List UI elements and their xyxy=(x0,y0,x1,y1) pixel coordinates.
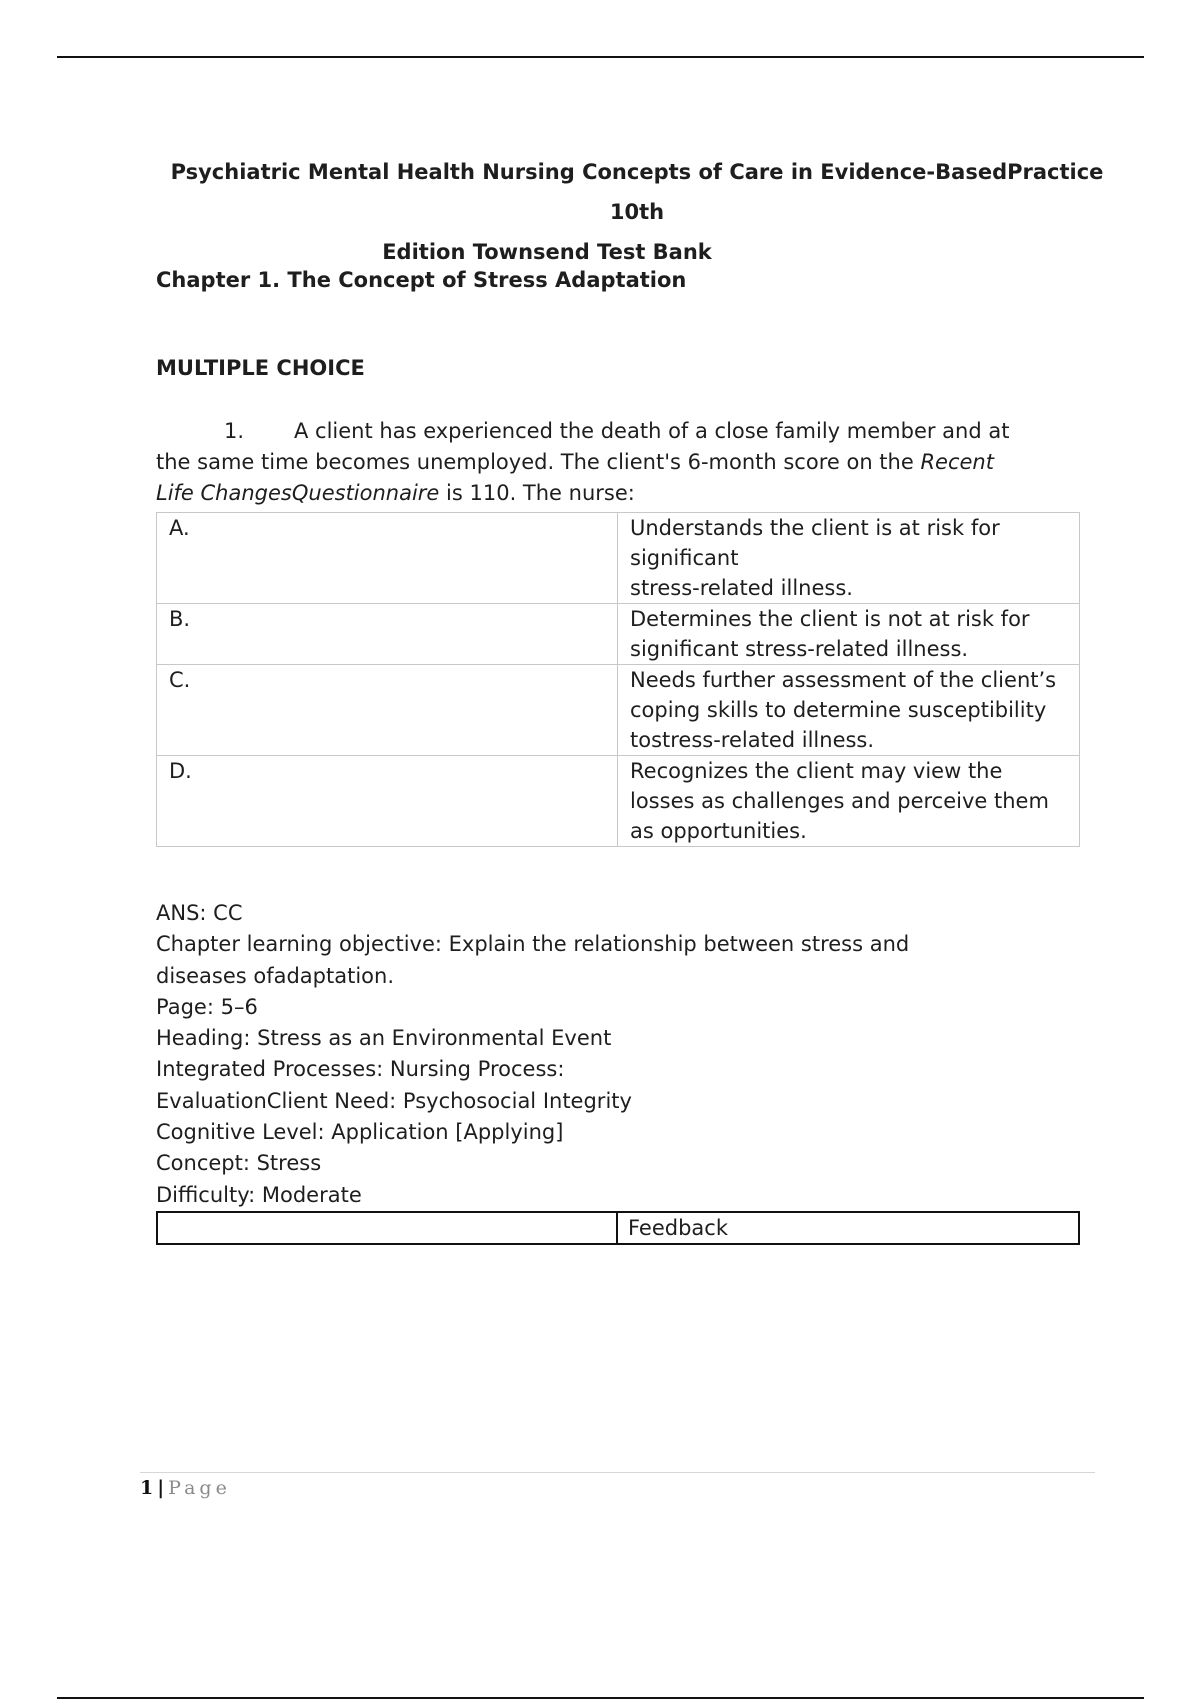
learning-objective-line-1: Chapter learning objective: Explain the relationship between stress and xyxy=(156,932,910,957)
option-letter: B. xyxy=(157,604,618,665)
concept: Concept: Stress xyxy=(156,1151,322,1176)
page-label: Page xyxy=(168,1477,231,1499)
page-number: 1 xyxy=(140,1477,154,1499)
feedback-row xyxy=(157,1212,1079,1244)
title-line-2: Edition Townsend Test Bank xyxy=(382,240,712,264)
question-text-before: A client has experienced the death of a close family member and at the same time becomes unemployed. The client's 6-month score on the xyxy=(156,419,1010,474)
option-letter: C. xyxy=(157,665,618,756)
footer-separator: | xyxy=(157,1477,165,1499)
question-text-italic: Recent Life ChangesQuestionnaire xyxy=(156,450,994,505)
cognitive-level: Cognitive Level: Application [Applying] xyxy=(156,1120,564,1145)
answer-options-table xyxy=(156,512,1080,847)
page-reference: Page: 5–6 xyxy=(156,994,258,1019)
option-text: Recognizes the client may view the losses as challenges and perceive them as opportunities. xyxy=(618,756,1080,847)
document-title xyxy=(157,152,1117,272)
feedback-table xyxy=(156,1211,1080,1245)
title-line-1: Psychiatric Mental Health Nursing Concepts of Care in Evidence-BasedPractice 10th xyxy=(170,160,1104,224)
feedback-label: Feedback xyxy=(617,1212,1079,1244)
footer-rule xyxy=(140,1472,1095,1473)
question-number: 1. xyxy=(224,419,245,443)
answer-key: ANS: CC xyxy=(156,901,243,925)
option-row-a xyxy=(157,513,1080,604)
bottom-rule xyxy=(57,1697,1144,1699)
integrated-processes: Integrated Processes: Nursing Process: xyxy=(156,1057,565,1082)
question-text-after: is 110. The nurse: xyxy=(439,481,635,505)
difficulty: Difficulty: Moderate xyxy=(156,1182,362,1207)
option-row-d xyxy=(157,756,1080,847)
learning-objective-line-2: diseases ofadaptation. xyxy=(156,963,395,988)
option-row-b xyxy=(157,604,1080,665)
top-rule xyxy=(57,56,1144,58)
page-footer xyxy=(140,1477,231,1499)
option-text: Needs further assessment of the client’s coping skills to determine susceptibility tostress-related illness. xyxy=(618,665,1080,756)
option-text: Determines the client is not at risk for significant stress-related illness. xyxy=(618,604,1080,665)
chapter-heading: Chapter 1. The Concept of Stress Adaptation xyxy=(156,268,687,292)
option-letter: A. xyxy=(157,513,618,604)
option-text-a: Understands the client is at risk for significant stress-related illness. xyxy=(630,516,1000,600)
question-stem xyxy=(156,416,1016,509)
section-heading: MULTIPLE CHOICE xyxy=(156,356,365,380)
client-need: EvaluationClient Need: Psychosocial Integrity xyxy=(156,1088,632,1113)
option-letter: D. xyxy=(157,756,618,847)
heading-reference: Heading: Stress as an Environmental Event xyxy=(156,1026,612,1051)
feedback-blank-cell xyxy=(157,1212,617,1244)
answer-metadata xyxy=(156,898,1056,1211)
option-text xyxy=(618,513,1080,604)
option-row-c xyxy=(157,665,1080,756)
